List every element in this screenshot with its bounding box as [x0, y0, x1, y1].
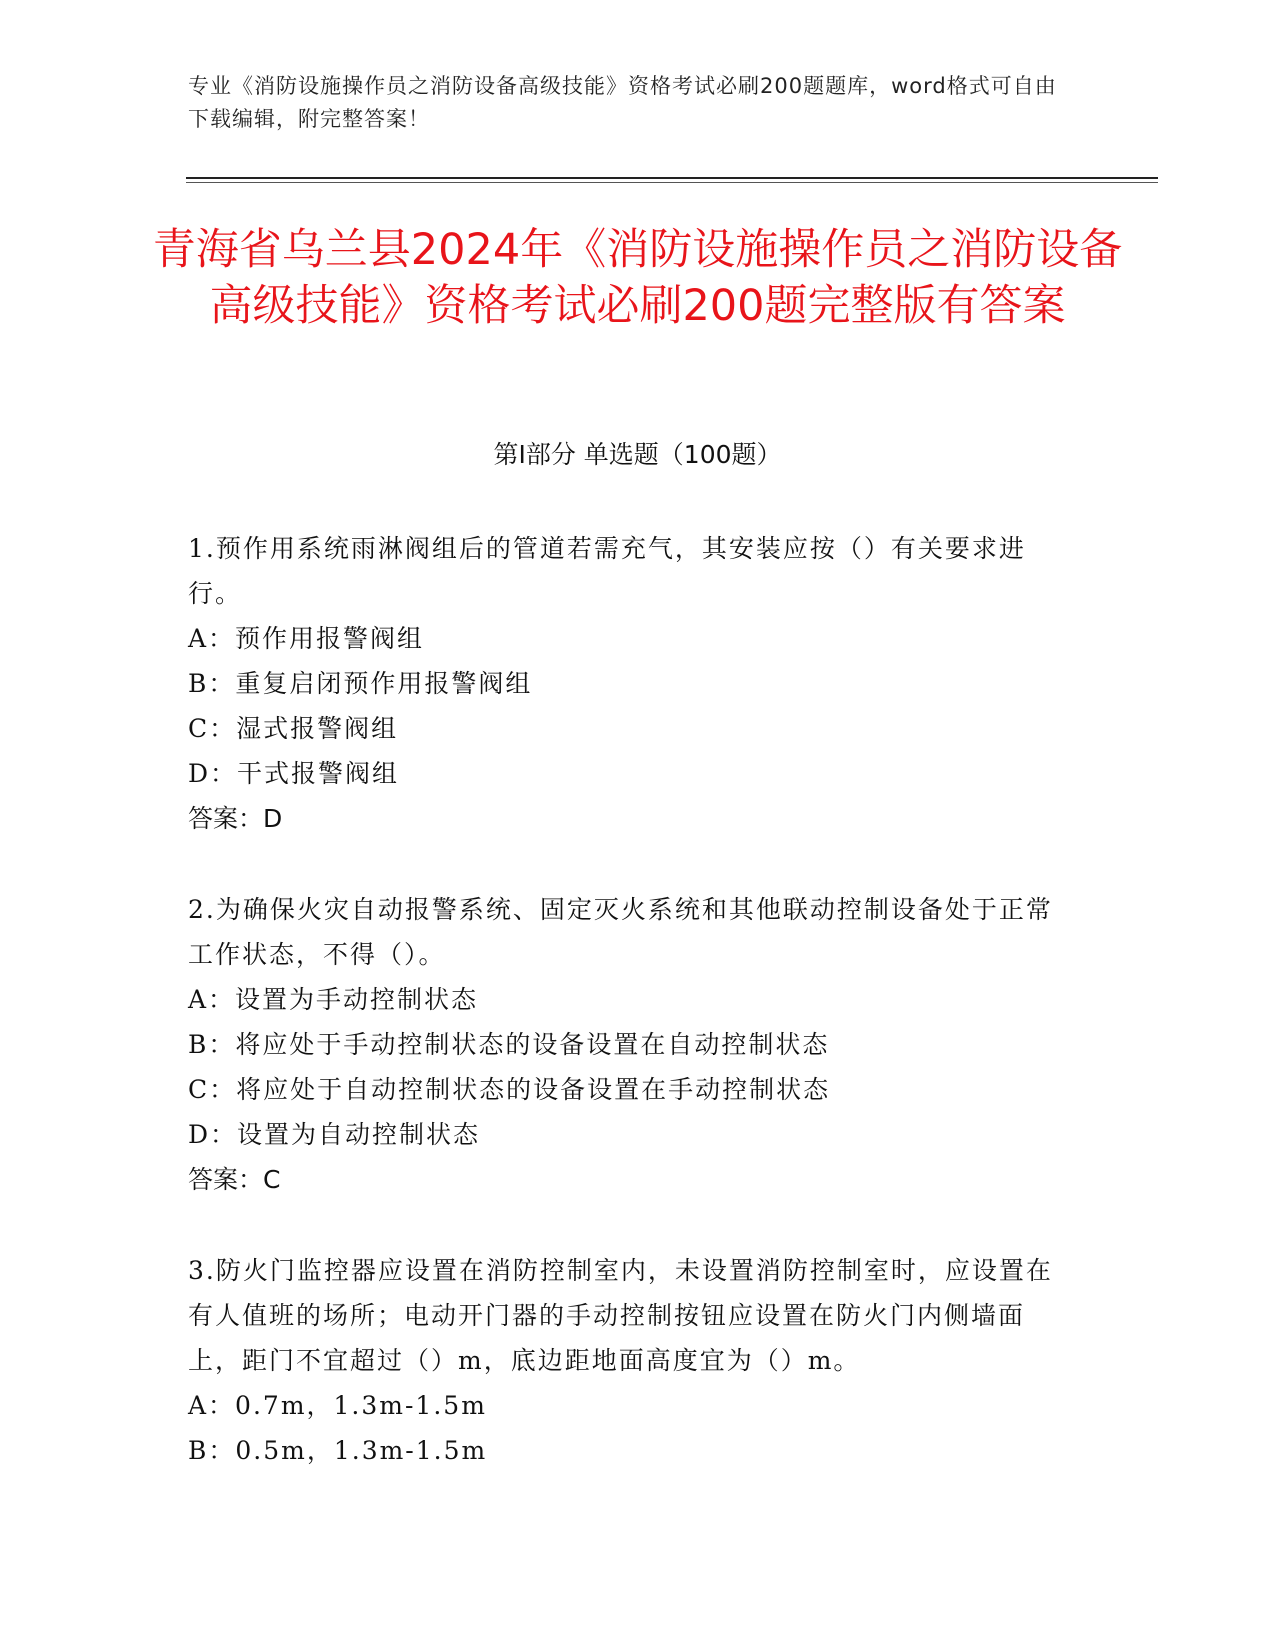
question-stem: 2.为确保火灾自动报警系统、固定灭火系统和其他联动控制设备处于正常工作状态，不得（）。	[188, 895, 1053, 969]
question-spacer	[188, 841, 1068, 887]
header-rule-thin	[186, 182, 1158, 183]
header-rule-thick	[186, 177, 1158, 179]
question-1	[188, 526, 1068, 841]
document-title: 青海省乌兰县2024年《消防设施操作员之消防设备高级技能》资格考试必刷200题完整版有答案	[152, 225, 1123, 331]
option-b: B：将应处于手动控制状态的设备设置在自动控制状态	[188, 1030, 830, 1059]
section-heading: 第Ⅰ部分 单选题（100题）	[493, 440, 782, 469]
question-3	[188, 1248, 1068, 1473]
answer: 答案：D	[188, 804, 283, 833]
question-spacer	[188, 1202, 1068, 1248]
option-c: C：湿式报警阀组	[188, 714, 399, 743]
option-c: C：将应处于自动控制状态的设备设置在手动控制状态	[188, 1075, 831, 1104]
header-note: 专业《消防设施操作员之消防设备高级技能》资格考试必刷200题题库，word格式可自由下载编辑，附完整答案！	[188, 74, 1057, 131]
option-d: D：设置为自动控制状态	[188, 1120, 481, 1149]
option-a: A：预作用报警阀组	[188, 624, 425, 653]
question-list	[188, 526, 1068, 1473]
question-stem: 3.防火门监控器应设置在消防控制室内，未设置消防控制室时，应设置在有人值班的场所；电动开门器的手动控制按钮应设置在防火门内侧墙面上，距门不宜超过（）m，底边距地面高度宜为（）m。	[188, 1256, 1053, 1375]
option-d: D：干式报警阀组	[188, 759, 400, 788]
answer: 答案：C	[188, 1165, 281, 1194]
option-b: B：0.5m，1.3m-1.5m	[188, 1436, 488, 1465]
option-a: A：0.7m，1.3m-1.5m	[188, 1391, 487, 1420]
option-b: B：重复启闭预作用报警阀组	[188, 669, 533, 698]
question-2	[188, 887, 1068, 1202]
question-stem: 1.预作用系统雨淋阀组后的管道若需充气，其安装应按（）有关要求进行。	[188, 534, 1026, 608]
option-a: A：设置为手动控制状态	[188, 985, 479, 1014]
